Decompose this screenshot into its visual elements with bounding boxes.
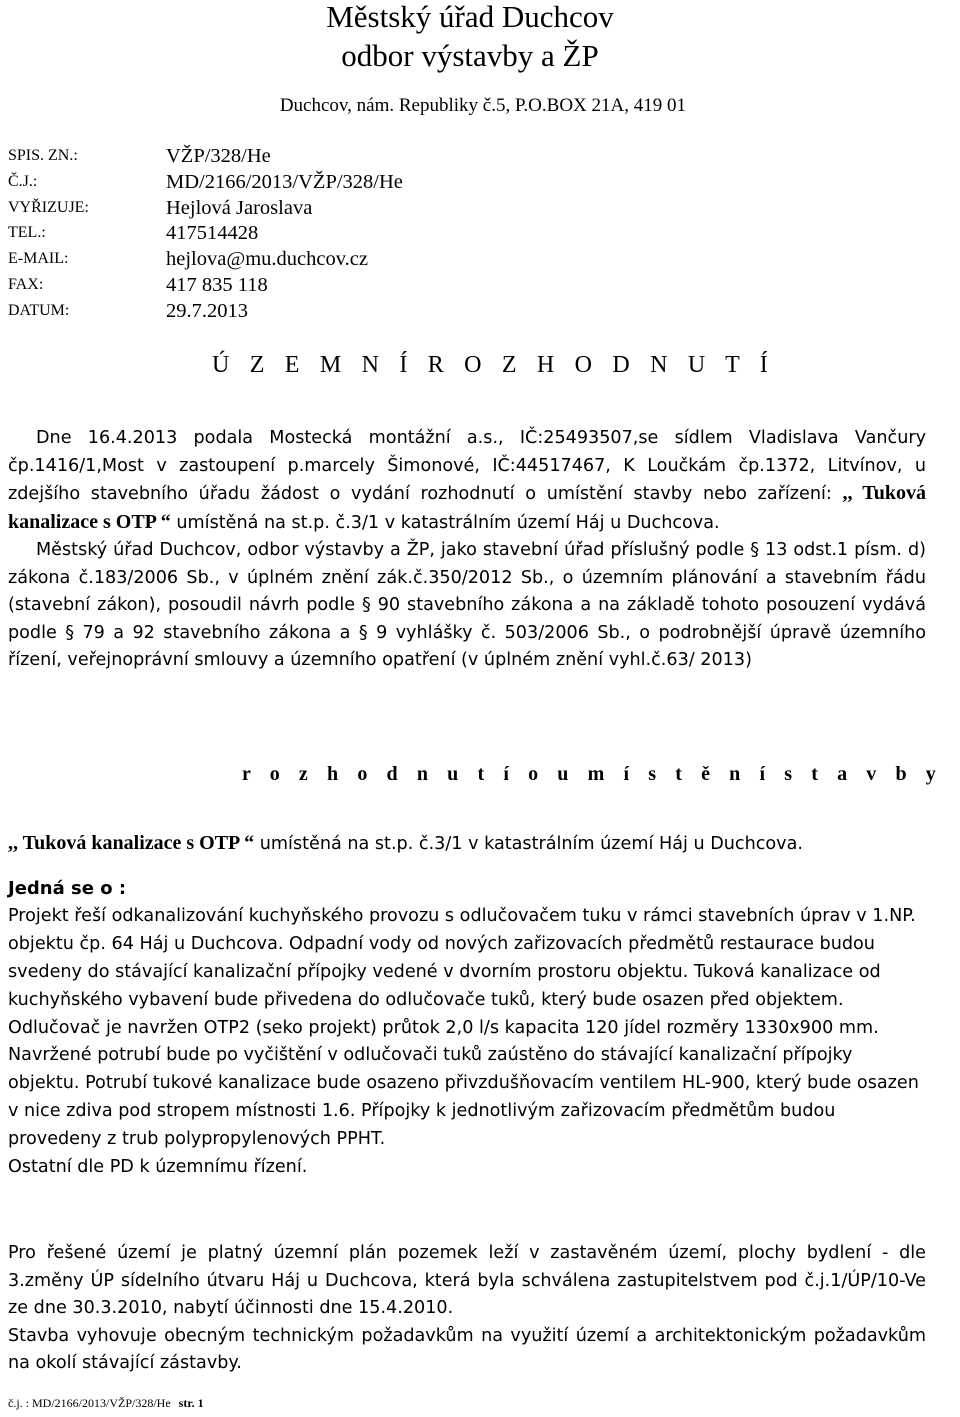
meta-value: MD/2166/2013/VŽP/328/He — [166, 170, 403, 193]
office-title: Městský úřad Duchcov — [326, 0, 614, 34]
office-address: Duchcov, nám. Republiky č.5, P.O.BOX 21A, 419 01 — [279, 95, 686, 116]
intro-section — [8, 425, 926, 675]
meta-label: E-MAIL: — [8, 250, 69, 268]
meta-label: FAX: — [8, 275, 44, 293]
page-number: str. 1 — [178, 1396, 204, 1410]
authority-paragraph: Městský úřad Duchcov, odbor výstavby a ŽP, jako stavební úřad příslušný podle § 13 odst.1 písm. d) zákona č.183/2006 Sb., v úplném znění zák.č.350/2012 Sb., o územním plánování a stavebním řádu (stavební zákon), posoudil návrh podle § 90 stavebního zákona a na základě tohoto posouzení vydává podle § 79 a 92 stavebního zákona a § 9 vyhlášky č. 503/2006 Sb., o podrobnější úpravě územního řízení, veřejnoprávní smlouvy a územního opatření (v úplném znění vyhl.č.63/ 2013) — [8, 540, 926, 670]
meta-label: VYŘIZUJE: — [8, 198, 89, 216]
department-title: odbor výstavby a ŽP — [341, 38, 599, 73]
requirements-paragraph: Stavba vyhovuje obecným technickým požadavkům na využití území a architektonickým požadavkům na okolí stávající zástavby. — [8, 1325, 926, 1373]
subject-location: umístěná na st.p. č.3/1 v katastrálním území Háj u Duchcova. — [254, 834, 803, 854]
subject-project-name: ,, Tuková kanalizace s OTP “ — [8, 832, 255, 854]
meta-label: Č.J.: — [8, 172, 38, 190]
meta-label: TEL.: — [8, 224, 46, 242]
meta-label: DATUM: — [8, 301, 70, 319]
intro-text-end: umístěná na st.p. č.3/1 v katastrálním území Háj u Duchcova. — [170, 512, 720, 533]
description-text: Projekt řeší odkanalizování kuchyňského provozu s odlučovačem tuku v rámci stavebních úprav v 1.NP. objektu čp. 64 Háj u Duchcova. Odpadní vody od nových zařizovacích předmětů restaurace budou svedeny do stávající kanalizační přípojky vedené v dvorním prostoru objektu. Tuková kanalizace od kuchyňského vybavení bude přivedena do odlučovače tuků, který bude osazen před objektem. Odlučovač je navržen OTP2 (seko projekt) průtok 2,0 l/s kapacita 120 jídel rozměry 1330x900 mm. Navržené potrubí bude po vyčištění v odlučovači tuků zaústěno do stávající kanalizační přípojky objektu. Potrubí tukové kanalizace bude osazeno přivzdušňovacím ventilem HL-900, který bude osazen v nice zdiva pod stropem místnosti 1.6. Přípojky k jednotlivým zařizovacím předmětům budou provedeny z trub polypropylenových PPHT. — [8, 905, 919, 1150]
subject-line — [8, 830, 926, 858]
document-heading: Ú Z E M N Í R O Z H O D N U T Í — [212, 352, 775, 378]
planning-section — [8, 1240, 926, 1378]
meta-value: 417 835 118 — [166, 273, 268, 296]
intro-paragraph — [8, 425, 926, 537]
meta-value: VŽP/328/He — [166, 145, 271, 167]
description-heading: Jedná se o : — [8, 878, 127, 899]
decision-heading: r o z h o d n u t í o u m í s t ě n í s t a v b y — [242, 763, 943, 785]
meta-value: 29.7.2013 — [166, 299, 248, 322]
meta-value: Hejlová Jaroslava — [166, 196, 313, 219]
description-other: Ostatní dle PD k územnímu řízení. — [8, 1157, 308, 1178]
description-section — [8, 875, 926, 1182]
project-name: ,, Tuková kanalizace s OTP “ — [8, 482, 926, 533]
page-footer — [8, 1396, 204, 1411]
meta-value: hejlova@mu.duchcov.cz — [166, 248, 368, 271]
meta-value: 417514428 — [166, 222, 259, 245]
intro-text: Dne 16.4.2013 podala Mostecká montážní a.s., IČ:25493507,se sídlem Vladislava Vančury čp.1416/1,Most v zastoupení p.marcely Šimonové, IČ:44517467, K Loučkám čp.1372, Litvínov, u zdejšího stavebního úřadu žádost o vydání rozhodnutí o umístění stavby nebo zařízení: — [8, 428, 926, 504]
planning-paragraph: Pro řešené území je platný územní plán pozemek leží v zastavěném území, plochy bydlení - dle 3.změny ÚP sídelního útvaru Háj u Duchcova, která byla schválena zastupitelstvem pod č.j.1/ÚP/10-Ve ze dne 30.3.2010, nabytí účinnosti dne 15.4.2010. — [8, 1243, 926, 1318]
meta-label: SPIS. ZN.: — [8, 147, 78, 164]
footer-reference: č.j. : MD/2166/2013/VŽP/328/He — [8, 1396, 171, 1410]
